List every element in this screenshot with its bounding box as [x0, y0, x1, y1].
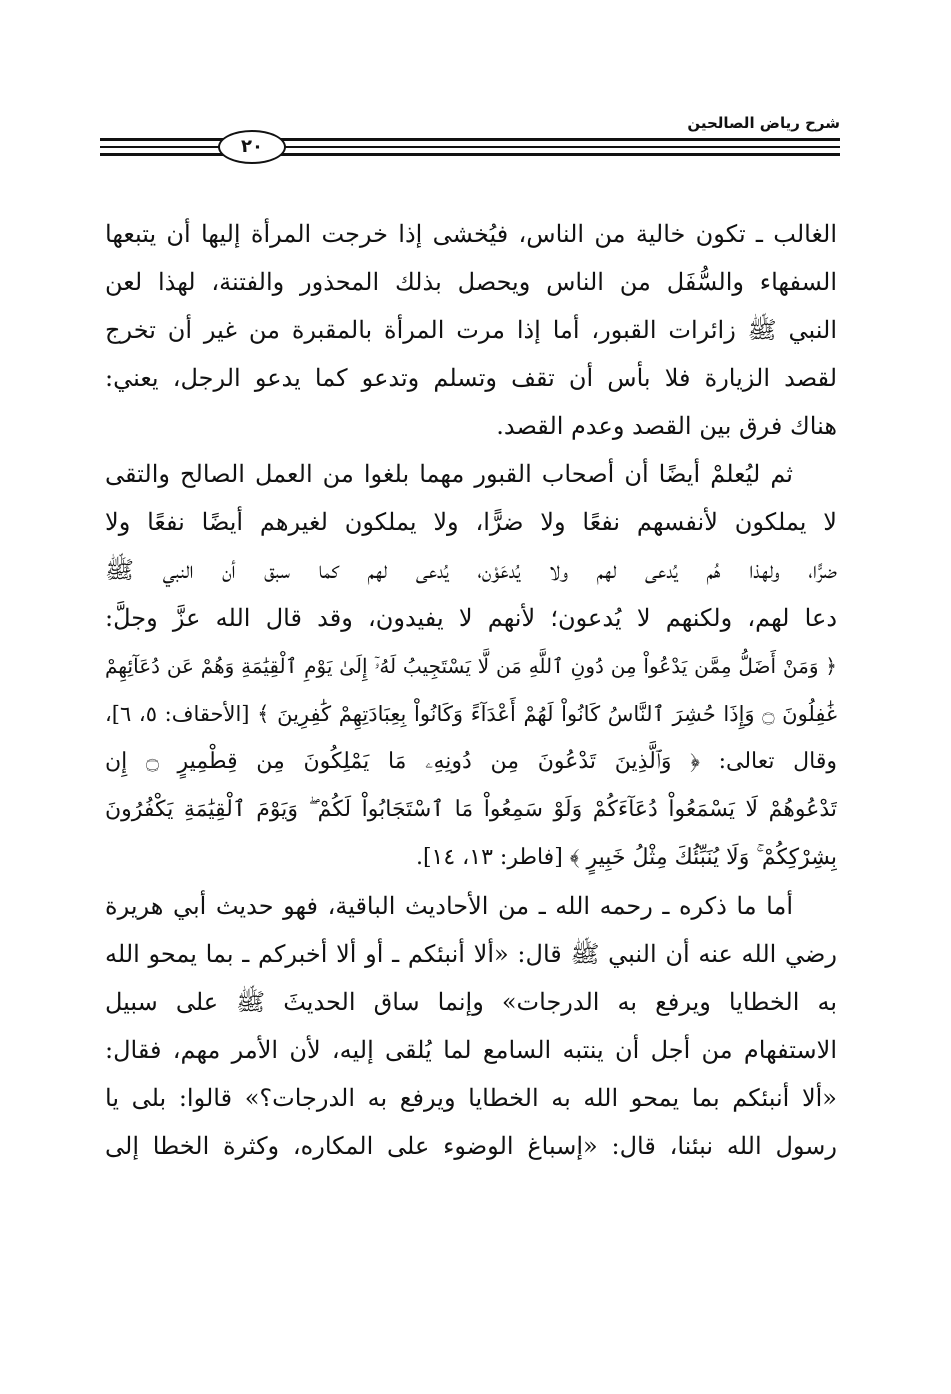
text-line: «ألا أنبئكم بما يمحو الله به الخطايا ويرفع به الدرجات؟» قالوا: بلى يا — [105, 1084, 837, 1112]
quran-verse-line: غَٰفِلُونَ ۝ وَإِذَا حُشِرَ ٱلنَّاسُ كَانُواْ لَهُمْ أَعْدَآءً وَكَانُواْ بِعِبَادَتِهِمْ كَٰفِرِينَ ﴾ [الأحقاف: ٥، ٦]، — [105, 702, 837, 726]
page-number: ٢٠ — [218, 130, 286, 164]
header-rule-bottom — [100, 153, 840, 156]
paragraph-start-line: ثم ليُعلمْ أيضًا أن أصحاب القبور مهما بلغوا من العمل الصالح والتقى — [105, 460, 793, 488]
text-line: الاستفهام من أجل أن ينتبه السامع لما يُلقى إليه، لأن الأمر مهم، فقال: — [105, 1036, 837, 1064]
text-line: ضرًّا، ولهذا هُم يُدعى لهم ولا يُدعَوْن، يُدعى لهم كما سبق أن النبي ﷺ — [105, 556, 837, 584]
header-rule-top — [100, 138, 840, 141]
text-line: دعا لهم، ولكنهم لا يُدعون؛ لأنهم لا يفيدون، وقد قال الله عزَّ وجلَّ: — [105, 604, 837, 632]
running-title: شرح رياض الصالحين — [687, 114, 840, 132]
text-line: لقصد الزيارة فلا بأس أن تقف وتسلم وتدعو كما يدعو الرجل، يعني: — [105, 364, 837, 392]
text-line: السفهاء والسُّفَل من الناس ويحصل بذلك المحذور والفتنة، لهذا لعن — [105, 268, 837, 296]
text-line: النبي ﷺ زائرات القبور، أما إذا مرت المرأة بالمقبرة من غير أن تخرج — [105, 316, 837, 344]
quran-verse-line: ﴿ وَمَنْ أَضَلُّ مِمَّن يَدْعُواْ مِن دُونِ ٱللَّهِ مَن لَّا يَسْتَجِيبُ لَهُۥٓ إِلَىٰ يَوْمِ ٱلْقِيَٰمَةِ وَهُمْ عَن دُعَآئِهِمْ — [105, 654, 837, 678]
paragraph-start-line: أما ما ذكره ـ رحمه الله ـ من الأحاديث الباقية، فهو حديث أبي هريرة — [105, 892, 793, 920]
quran-verse-line: تَدْعُوهُمْ لَا يَسْمَعُواْ دُعَآءَكُمْ وَلَوْ سَمِعُواْ مَا ٱسْتَجَابُواْ لَكُمْ ۖ وَيَوْمَ ٱلْقِيَٰمَةِ يَكْفُرُونَ — [105, 797, 837, 822]
text-line: رضي الله عنه أن النبي ﷺ قال: «ألا أنبئكم ـ أو ألا أخبركم ـ بما يمحو الله — [105, 940, 837, 968]
text-line: لا يملكون لأنفسهم نفعًا ولا ضرًّا، ولا يملكون لغيرهم أيضًا نفعًا ولا — [105, 508, 837, 536]
quran-verse-line: بِشِرْكِكُمْ ۚ وَلَا يُنَبِّئُكَ مِثْلُ خَبِيرٍ ﴾ [فاطر: ١٣، ١٤]. — [415, 845, 837, 870]
quran-verse-line: وقال تعالى: ﴿ وَٱلَّذِينَ تَدْعُونَ مِن دُونِهِۦ مَا يَمْلِكُونَ مِن قِطْمِيرٍ ۝ إِن — [105, 749, 837, 774]
text-line: به الخطايا ويرفع به الدرجات» وإنما ساق الحديثَ ﷺ على سبيل — [105, 988, 837, 1016]
text-line: هناك فرق بين القصد وعدم القصد. — [496, 412, 837, 440]
page-body — [105, 210, 837, 1170]
page-header — [100, 110, 840, 160]
header-rule-middle — [100, 146, 840, 148]
text-line: الغالب ـ تكون خالية من الناس، فيُخشى إذا خرجت المرأة إليها أن يتبعها — [105, 220, 837, 248]
text-line: رسول الله نبئنا، قال: «إسباغ الوضوء على المكاره، وكثرة الخطا إلى — [105, 1132, 837, 1160]
